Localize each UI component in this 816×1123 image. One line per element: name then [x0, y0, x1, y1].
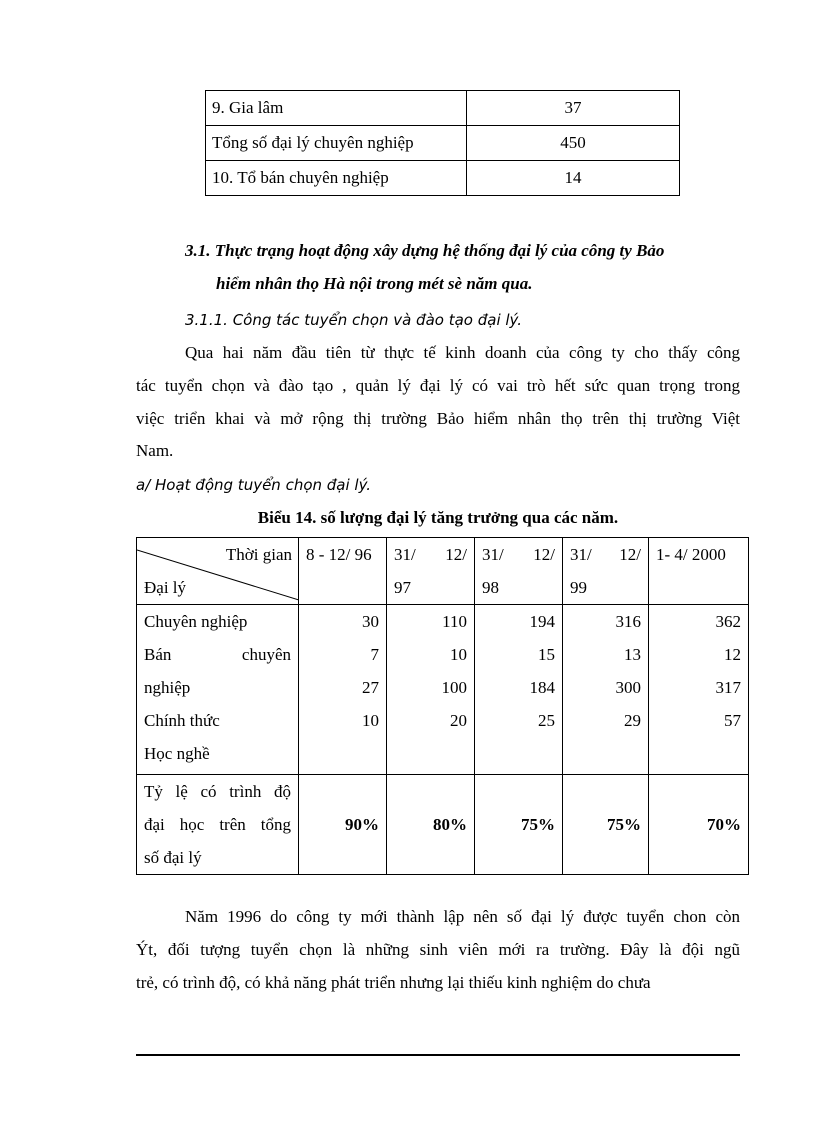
ratio-value: 70% [649, 775, 749, 875]
cell-value: 13 [624, 645, 641, 664]
period-header: 1- 4/ 2000 [649, 538, 749, 605]
ratio-label: đại học trên tổng [144, 815, 291, 834]
row-label [144, 638, 291, 671]
section-heading: 3.1. Thực trạng hoạt động xây dựng hệ thống đại lý của công ty Bảo [185, 241, 665, 260]
period-part: 12/ [445, 545, 467, 564]
value-cell [563, 605, 649, 775]
table-row [206, 161, 680, 196]
row-value: 450 [467, 126, 680, 161]
paragraph-line: Qua hai năm đầu tiên từ thực tế kinh doanh của công ty cho thấy công [185, 343, 740, 362]
row-label: Chính thức [144, 711, 220, 730]
table-caption: Biểu 14. số lượng đại lý tăng trưởng qua các năm. [257, 508, 619, 527]
cell-value: 27 [362, 678, 379, 697]
section-heading-cont: hiểm nhân thọ Hà nội trong mét sè năm qua. [216, 274, 533, 293]
cell-value: 316 [615, 612, 641, 631]
header-agent: Đại lý [144, 578, 187, 597]
ratio-value: 90% [299, 775, 387, 875]
value-cell [475, 605, 563, 775]
period-part: 99 [570, 578, 587, 597]
cell-value: 100 [441, 678, 467, 697]
ratio-value: 80% [387, 775, 475, 875]
value-cell [649, 605, 749, 775]
cell-value: 15 [538, 645, 555, 664]
cell-value: 300 [615, 678, 641, 697]
cell-value: 184 [529, 678, 555, 697]
ratio-label-cell [137, 775, 299, 875]
ratio-value: 75% [563, 775, 649, 875]
paragraph-line: trẻ, có trình độ, có khả năng phát triển nhưng lại thiếu kinh nghiệm do chưa [136, 973, 651, 992]
subsection-heading: 3.1.1. Công tác tuyển chọn và đào tạo đại lý. [185, 311, 523, 329]
ratio-label: số đại lý [144, 848, 202, 867]
agent-summary-table [205, 90, 680, 196]
row-labels-cell [137, 605, 299, 775]
row-label: Học nghề [144, 744, 210, 763]
cell-value: 7 [370, 645, 379, 664]
period-part: 31/ [482, 545, 504, 564]
row-label-part: Bán [144, 645, 172, 664]
period-part: 31/ [570, 545, 592, 564]
footer-rule [136, 1054, 740, 1056]
cell-value: 10 [362, 711, 379, 730]
cell-value: 20 [450, 711, 467, 730]
paragraph-line: Ýt, đối tượng tuyển chọn là những sinh viên mới ra trường. Đây là đội ngũ [136, 940, 740, 959]
period-header [475, 538, 563, 605]
ratio-label: Tỷ lệ có trình độ [144, 782, 291, 801]
period-part: 12/ [619, 545, 641, 564]
row-label: 9. Gia lâm [206, 91, 467, 126]
period-part: 98 [482, 578, 499, 597]
paragraph-line: Năm 1996 do công ty mới thành lập nên số đại lý được tuyển chon còn [185, 907, 740, 926]
period-part: 31/ [394, 545, 416, 564]
table-row [137, 605, 749, 775]
row-value: 37 [467, 91, 680, 126]
cell-value: 25 [538, 711, 555, 730]
diagonal-header-cell [137, 538, 299, 605]
period-header: 8 - 12/ 96 [299, 538, 387, 605]
paragraph-line: việc triển khai và mở rộng thị trường Bảo hiểm nhân thọ trên thị trường Việt [136, 409, 740, 428]
row-label-part: chuyên [241, 645, 291, 664]
agent-growth-table [136, 537, 749, 875]
subheading-a: a/ Hoạt động tuyển chọn đại lý. [136, 476, 372, 494]
value-cell [387, 605, 475, 775]
table-row [206, 91, 680, 126]
header-row [137, 538, 749, 605]
row-label: 10. Tổ bán chuyên nghiệp [206, 161, 467, 196]
period-header [387, 538, 475, 605]
cell-value: 10 [450, 645, 467, 664]
period-part: 12/ [533, 545, 555, 564]
cell-value: 29 [624, 711, 641, 730]
table-row [206, 126, 680, 161]
period-header [563, 538, 649, 605]
cell-value: 30 [362, 612, 379, 631]
table-row [137, 775, 749, 875]
value-cell [299, 605, 387, 775]
cell-value: 110 [442, 612, 467, 631]
cell-value: 317 [715, 678, 741, 697]
row-value: 14 [467, 161, 680, 196]
cell-value: 57 [724, 711, 741, 730]
row-label: Chuyên nghiệp [144, 612, 248, 631]
row-label: nghiệp [144, 678, 191, 697]
cell-value: 194 [529, 612, 555, 631]
header-time: Thời gian [225, 545, 292, 564]
cell-value: 12 [724, 645, 741, 664]
cell-value: 362 [715, 612, 741, 631]
period-part: 97 [394, 578, 411, 597]
paragraph-line: Nam. [136, 441, 174, 460]
paragraph-line: tác tuyển chọn và đào tạo , quản lý đại lý có vai trò hết sức quan trọng trong [136, 376, 740, 395]
ratio-value: 75% [475, 775, 563, 875]
row-label: Tổng số đại lý chuyên nghiệp [206, 126, 467, 161]
